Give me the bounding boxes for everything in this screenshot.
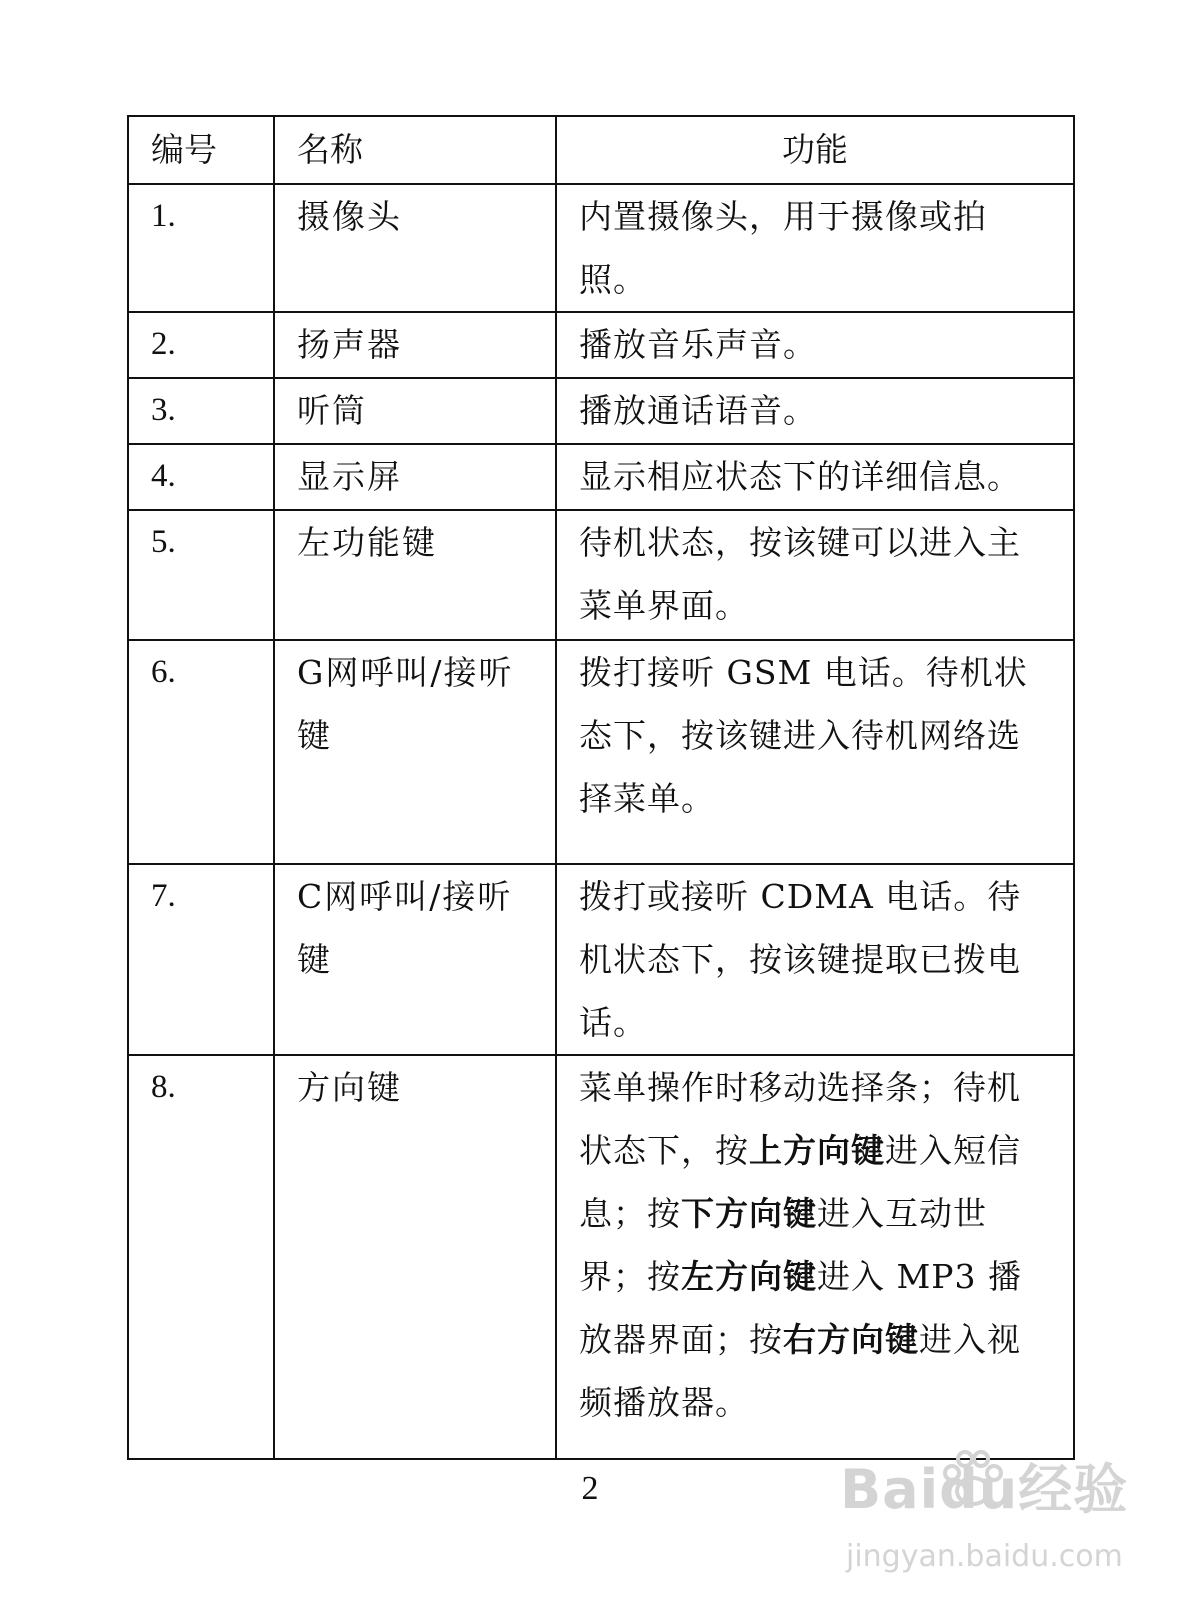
function-text-emphasis: 下方向键 xyxy=(681,1194,817,1233)
function-text: 待机状态，按该键可以进入主菜单界面。 xyxy=(579,523,1021,625)
row-number: 8. xyxy=(128,1055,274,1459)
watermark-url: jingyan.baidu.com xyxy=(846,1539,1123,1574)
row-number: 3. xyxy=(128,378,274,444)
row-function xyxy=(556,510,1074,640)
row-name: 听筒 xyxy=(274,378,556,444)
function-text-emphasis: 右方向键 xyxy=(783,1320,919,1359)
row-function xyxy=(556,378,1074,444)
function-text: 内置摄像头，用于摄像或拍照。 xyxy=(579,197,987,299)
row-number: 4. xyxy=(128,444,274,510)
function-text: 拨打接听 GSM 电话。待机状态下，按该键进入待机网络选择菜单。 xyxy=(579,653,1028,818)
row-function xyxy=(556,1055,1074,1459)
function-text: 进入视频播放器。 xyxy=(579,1320,1021,1422)
row-function xyxy=(556,184,1074,312)
function-text: 拨打或接听 CDMA 电话。待机状态下，按该键提取已拨电话。 xyxy=(579,877,1022,1042)
row-number: 5. xyxy=(128,510,274,640)
table-row xyxy=(128,378,1074,444)
table-header-row xyxy=(128,116,1074,184)
table-row xyxy=(128,864,1074,1055)
key-function-table xyxy=(127,115,1075,1460)
function-text: 进入短信息；按 xyxy=(579,1131,1021,1233)
header-name: 名称 xyxy=(274,116,556,184)
row-name: 左功能键 xyxy=(274,510,556,640)
table-row xyxy=(128,510,1074,640)
table-row xyxy=(128,640,1074,864)
row-name: 扬声器 xyxy=(274,312,556,378)
row-number: 7. xyxy=(128,864,274,1055)
function-text: 播放通话语音。 xyxy=(579,391,817,430)
table-row xyxy=(128,184,1074,312)
function-text-emphasis: 左方向键 xyxy=(681,1257,817,1296)
row-name: G网呼叫/接听键 xyxy=(274,640,556,864)
row-function xyxy=(556,640,1074,864)
row-name: 显示屏 xyxy=(274,444,556,510)
table-row xyxy=(128,1055,1074,1459)
baidu-jingyan-watermark xyxy=(840,1447,1170,1597)
row-name: C网呼叫/接听键 xyxy=(274,864,556,1055)
row-number: 2. xyxy=(128,312,274,378)
row-number: 6. xyxy=(128,640,274,864)
header-function: 功能 xyxy=(556,116,1074,184)
row-name: 摄像头 xyxy=(274,184,556,312)
table-row xyxy=(128,444,1074,510)
function-text: 播放音乐声音。 xyxy=(579,325,817,364)
function-text: 进入 MP3 播放器界面；按 xyxy=(579,1257,1022,1359)
row-number: 1. xyxy=(128,184,274,312)
row-function xyxy=(556,312,1074,378)
watermark-logo-text: Baidu经验 xyxy=(840,1458,1129,1521)
function-text-emphasis: 上方向键 xyxy=(749,1131,885,1170)
row-function xyxy=(556,864,1074,1055)
row-name: 方向键 xyxy=(274,1055,556,1459)
function-text: 菜单操作时移动选择条；待机状态下，按 xyxy=(579,1068,1021,1170)
function-text: 进入互动世界；按 xyxy=(579,1194,987,1296)
row-function xyxy=(556,444,1074,510)
function-text: 显示相应状态下的详细信息。 xyxy=(579,457,1021,496)
page-number: 2 xyxy=(581,1470,599,1507)
header-number: 编号 xyxy=(128,116,274,184)
table-row xyxy=(128,312,1074,378)
